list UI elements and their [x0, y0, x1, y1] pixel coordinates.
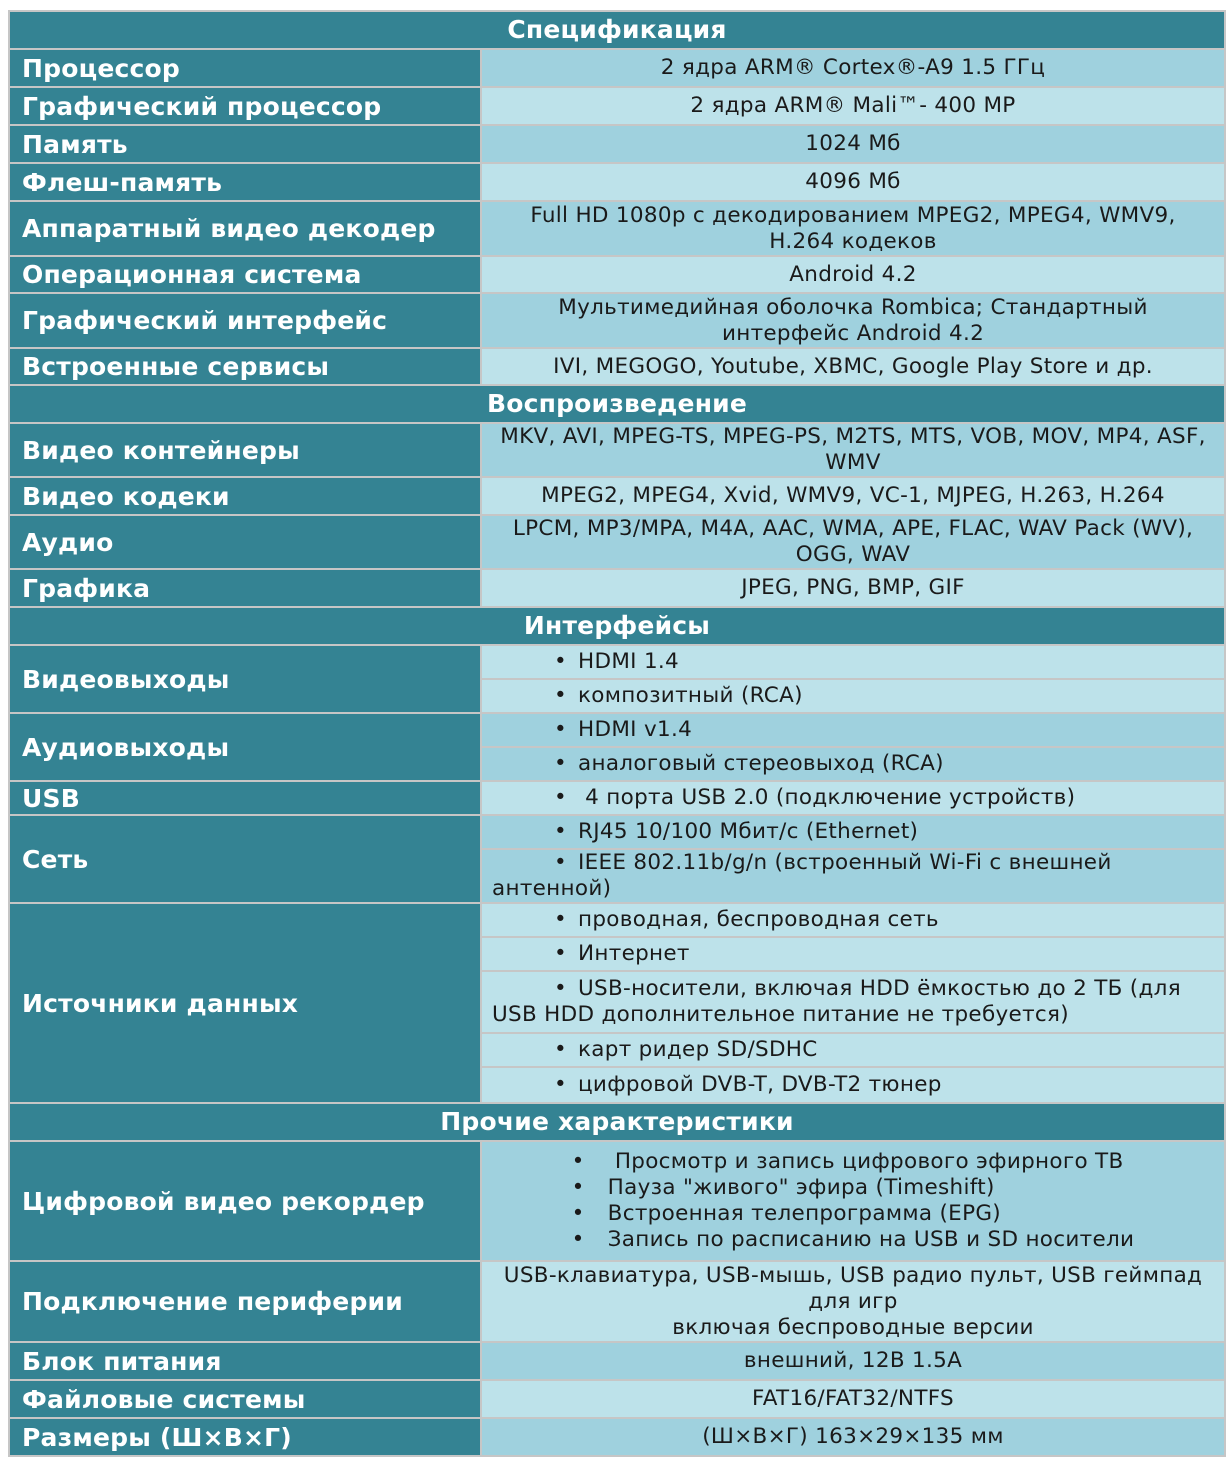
list-item: • Пауза "живого" эфира (Timeshift) — [571, 1175, 995, 1200]
table-row — [9, 256, 1225, 293]
table-row — [9, 815, 1225, 849]
section-title: Интерфейсы — [9, 607, 1225, 645]
list-item: • Интернет — [481, 937, 1225, 971]
table-row — [9, 125, 1225, 163]
list-item: • карт ридер SD/SDHC — [481, 1033, 1225, 1067]
row-label: Цифровой видео рекордер — [9, 1141, 481, 1261]
row-value: MKV, AVI, MPEG-TS, MPEG-PS, M2TS, MTS, VOB, MOV, MP4, ASF, WMV — [481, 423, 1225, 477]
row-value — [481, 1141, 1225, 1261]
row-label: Графический процессор — [9, 87, 481, 125]
table-row — [9, 1342, 1225, 1380]
row-label: Сеть — [9, 815, 481, 903]
list-item: • Просмотр и запись цифрового эфирного ТВ — [571, 1149, 1124, 1174]
table-row — [9, 477, 1225, 515]
row-value: внешний, 12В 1.5А — [481, 1342, 1225, 1380]
list-item: • IEEE 802.11b/g/n (встроенный Wi-Fi с внешней антенной) — [481, 849, 1225, 903]
table-row — [9, 781, 1225, 815]
list-item: • цифровой DVB-T, DVB-T2 тюнер — [481, 1067, 1225, 1103]
section-title: Воспроизведение — [9, 385, 1225, 423]
row-label: Блок питания — [9, 1342, 481, 1380]
row-label: Аудиовыходы — [9, 713, 481, 781]
row-label: Файловые системы — [9, 1380, 481, 1418]
row-value: IVI, MEGOGO, Youtube, XBMC, Google Play Store и др. — [481, 348, 1225, 385]
row-value: FAT16/FAT32/NTFS — [481, 1380, 1225, 1418]
table-row — [9, 569, 1225, 607]
list-item: • Запись по расписанию на USB и SD носители — [571, 1227, 1135, 1252]
row-label: Память — [9, 125, 481, 163]
row-label: Графический интерфейс — [9, 293, 481, 348]
row-label: Графика — [9, 569, 481, 607]
table-row — [9, 1380, 1225, 1418]
section-header-playback — [9, 385, 1225, 423]
table-row — [9, 1418, 1225, 1456]
table-row — [9, 903, 1225, 937]
row-value: LPCM, MP3/MPA, M4A, AAC, WMA, APE, FLAC, WAV Pack (WV), OGG, WAV — [481, 515, 1225, 569]
list-item: • USB-носители, включая HDD ёмкостью до 2 ТБ (для USB HDD дополнительное питание не требуется) — [481, 971, 1225, 1033]
table-row — [9, 423, 1225, 477]
list-item: • композитный (RCA) — [481, 679, 1225, 713]
row-label: Аппаратный видео декодер — [9, 201, 481, 256]
table-row — [9, 87, 1225, 125]
value-line: USB-клавиатура, USB-мышь, USB радио пульт, USB геймпад для игр — [503, 1262, 1203, 1314]
row-label: Размеры (Ш×В×Г) — [9, 1418, 481, 1456]
list-item: • RJ45 10/100 Мбит/с (Ethernet) — [481, 815, 1225, 849]
row-label: USB — [9, 781, 481, 815]
row-label: Видеовыходы — [9, 645, 481, 713]
row-label: Подключение периферии — [9, 1261, 481, 1342]
row-value: 4096 Мб — [481, 163, 1225, 201]
table-row — [9, 348, 1225, 385]
list-item: • Встроенная телепрограмма (EPG) — [571, 1201, 1001, 1226]
value-line: включая беспроводные версии — [672, 1314, 1034, 1340]
row-value: (Ш×В×Г) 163×29×135 мм — [481, 1418, 1225, 1456]
row-label: Процессор — [9, 49, 481, 87]
list-item: • HDMI v1.4 — [481, 713, 1225, 747]
table-row — [9, 713, 1225, 747]
table-row — [9, 49, 1225, 87]
row-value: 2 ядра ARM® Cortex®-A9 1.5 ГГц — [481, 49, 1225, 87]
table-row — [9, 293, 1225, 348]
row-value: 2 ядра ARM® Mali™- 400 MP — [481, 87, 1225, 125]
section-title: Прочие характеристики — [9, 1103, 1225, 1141]
row-label: Встроенные сервисы — [9, 348, 481, 385]
section-header-interfaces — [9, 607, 1225, 645]
dvr-list — [572, 1149, 1135, 1253]
section-header-specification — [9, 11, 1225, 49]
table-row — [9, 515, 1225, 569]
row-value: Full HD 1080p с декодированием MPEG2, MPEG4, WMV9, H.264 кодеков — [481, 201, 1225, 256]
row-label: Видео контейнеры — [9, 423, 481, 477]
list-item: • проводная, беспроводная сеть — [481, 903, 1225, 937]
row-label: Операционная система — [9, 256, 481, 293]
table-row — [9, 163, 1225, 201]
list-item: • HDMI 1.4 — [481, 645, 1225, 679]
list-item: • аналоговый стереовыход (RCA) — [481, 747, 1225, 781]
row-label: Видео кодеки — [9, 477, 481, 515]
section-header-other — [9, 1103, 1225, 1141]
row-value: 1024 Мб — [481, 125, 1225, 163]
row-value: JPEG, PNG, BMP, GIF — [481, 569, 1225, 607]
row-label: Источники данных — [9, 903, 481, 1103]
row-value: Android 4.2 — [481, 256, 1225, 293]
table-row — [9, 645, 1225, 679]
table-row — [9, 1141, 1225, 1261]
row-value: Мультимедийная оболочка Rombica; Стандартный интерфейс Android 4.2 — [481, 293, 1225, 348]
table-row — [9, 201, 1225, 256]
table-row — [9, 1261, 1225, 1342]
row-label: Аудио — [9, 515, 481, 569]
row-label: Флеш-память — [9, 163, 481, 201]
section-title: Спецификация — [9, 11, 1225, 49]
row-value: MPEG2, MPEG4, Xvid, WMV9, VC-1, MJPEG, H.263, H.264 — [481, 477, 1225, 515]
spec-table — [8, 10, 1226, 1457]
row-value — [481, 1261, 1225, 1342]
list-item: • 4 порта USB 2.0 (подключение устройств) — [481, 781, 1225, 815]
